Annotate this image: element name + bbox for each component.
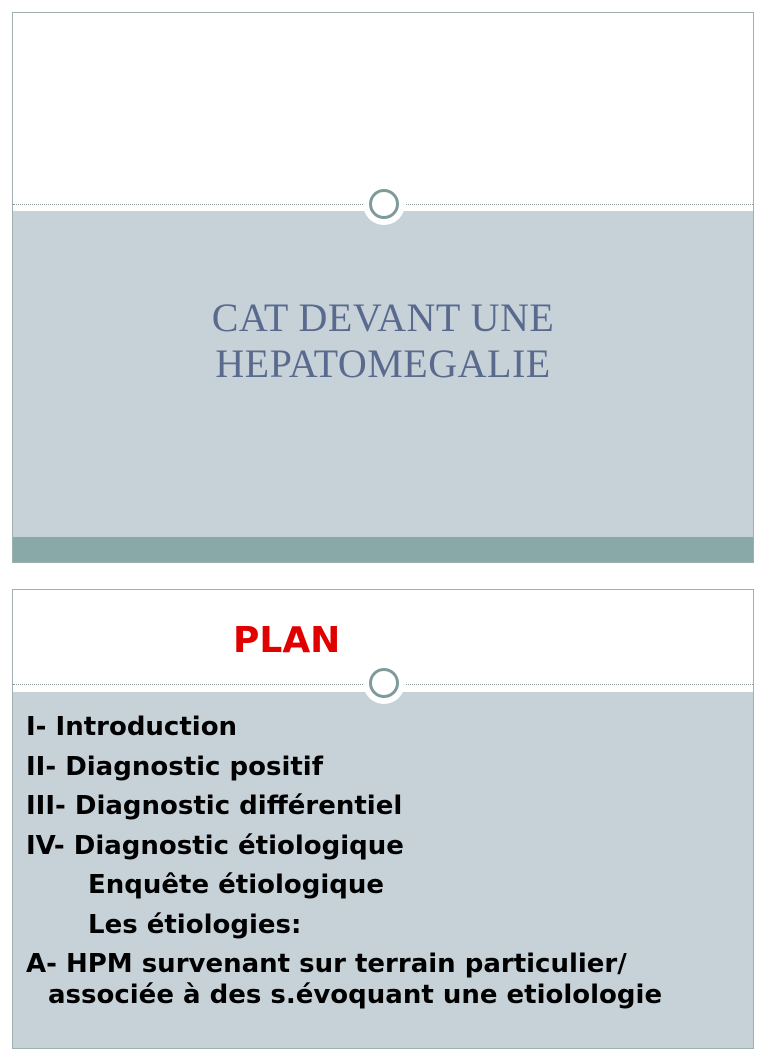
plan-item: III- Diagnostic différentiel xyxy=(26,791,403,821)
plan-slide xyxy=(12,589,754,1049)
slide-title-line-2: HEPATOMEGALIE xyxy=(215,341,551,386)
slide-title xyxy=(13,295,753,387)
circle-ornament-icon xyxy=(363,662,405,704)
slide-footer-bar xyxy=(13,537,753,563)
slide-title-line-1: CAT DEVANT UNE xyxy=(211,295,555,340)
plan-title: PLAN xyxy=(233,620,341,661)
plan-item: I- Introduction xyxy=(26,712,238,742)
plan-item-continuation: associée à des s.évoquant une etiolologie xyxy=(48,980,663,1010)
plan-item-wrapped xyxy=(26,945,743,1011)
plan-item: IV- Diagnostic étiologique xyxy=(26,830,404,861)
plan-list xyxy=(26,708,743,1011)
title-slide xyxy=(12,12,754,563)
plan-item: A- HPM survenant sur terrain particulier/ xyxy=(26,949,627,979)
plan-subitem: Les étiologies: xyxy=(88,909,302,940)
circle-ornament-icon xyxy=(363,183,405,225)
plan-subitem: Enquête étiologique xyxy=(88,870,385,900)
plan-item: II- Diagnostic positif xyxy=(26,751,324,782)
